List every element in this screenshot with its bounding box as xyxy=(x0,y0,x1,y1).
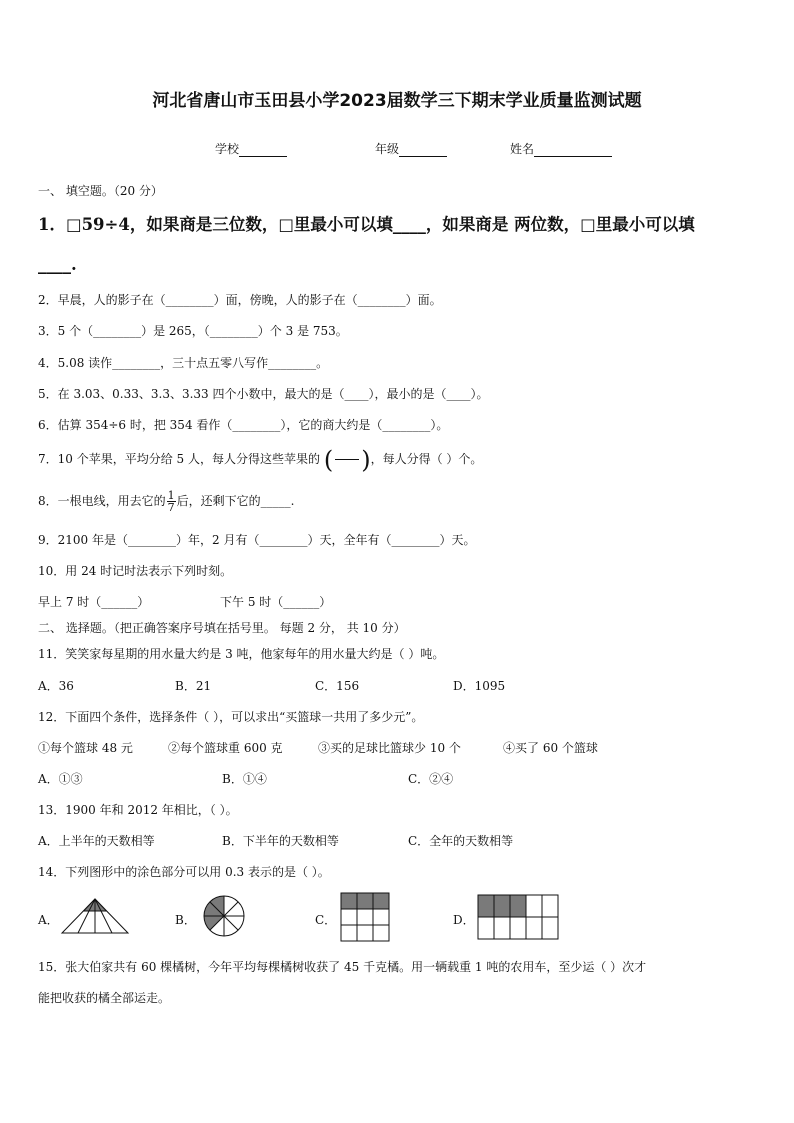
question-11-option-d[interactable]: D．1095 xyxy=(453,679,506,693)
question-10-stem: 10．用 24 时记时法表示下列时刻。 xyxy=(38,564,233,578)
question-5: 5．在 3.03、0.33、3.3、3.33 四个小数中，最大的是（____），最小的是（____）。 xyxy=(38,387,489,401)
figure-b-circle xyxy=(200,894,248,938)
question-11-option-c[interactable]: C．156 xyxy=(315,679,360,693)
fraction-blank-left-paren: ( xyxy=(323,445,334,474)
question-10-a: 早上 7 时（______） xyxy=(38,595,150,609)
question-7 xyxy=(38,445,483,474)
question-13-option-a[interactable]: A．上半年的天数相等 xyxy=(38,834,155,848)
question-12-option-c[interactable]: C．②④ xyxy=(408,772,454,786)
grade-label: 年级 xyxy=(375,142,400,156)
question-12-condition-2: ②每个篮球重 600 克 xyxy=(168,741,283,755)
question-1-line1: 1．□59÷4，如果商是三位数，□里最小可以填____，如果商是 两位数，□里最小可以填 xyxy=(38,215,695,234)
question-14-option-a[interactable]: A． xyxy=(38,913,59,927)
grade-blank[interactable] xyxy=(399,144,447,157)
question-7-after: ，每人分得（ ）个。 xyxy=(370,452,483,466)
school-field xyxy=(215,140,287,157)
question-15-line1: 15．张大伯家共有 60 棵橘树，今年平均每棵橘树收获了 45 千克橘。用一辆载重 1 吨的农用车，至少运（ ）次才 xyxy=(38,960,647,974)
question-14-option-c[interactable]: C． xyxy=(315,913,337,927)
grade-field xyxy=(375,140,447,157)
question-4: 4．5.08 读作________，三十点五零八写作________。 xyxy=(38,356,329,370)
question-13-option-b[interactable]: B．下半年的天数相等 xyxy=(222,834,339,848)
question-13-option-c[interactable]: C．全年的天数相等 xyxy=(408,834,514,848)
name-field xyxy=(510,140,612,157)
question-11-stem: 11．笑笑家每星期的用水量大约是 3 吨，他家每年的用水量大约是（ ）吨。 xyxy=(38,647,445,661)
fraction-numerator: 1 xyxy=(167,489,175,502)
question-8-before: 8．一根电线，用去它的 xyxy=(38,494,166,508)
question-12-stem: 12．下面四个条件，选择条件（ ），可以求出“买篮球一共用了多少元”。 xyxy=(38,710,424,724)
question-9: 9．2100 年是（________）年，2 月有（________）天，全年有（________）天。 xyxy=(38,533,476,547)
name-blank[interactable] xyxy=(534,144,612,157)
question-10-b: 下午 5 时（______） xyxy=(220,595,332,609)
question-3: 3．5 个（________）是 265，（________）个 3 是 753。 xyxy=(38,324,348,338)
figure-c-grid xyxy=(340,892,392,944)
question-13-stem: 13．1900 年和 2012 年相比，（ ）。 xyxy=(38,803,238,817)
question-12-condition-3: ③买的足球比篮球少 10 个 xyxy=(318,741,461,755)
question-14-option-b[interactable]: B． xyxy=(175,913,196,927)
question-12-option-a[interactable]: A．①③ xyxy=(38,772,83,786)
section-1-heading: 一、 填空题。（20 分） xyxy=(38,184,163,198)
question-12-condition-1: ①每个篮球 48 元 xyxy=(38,741,133,755)
question-14-option-d[interactable]: D． xyxy=(453,913,475,927)
question-8 xyxy=(38,490,294,513)
question-12-option-b[interactable]: B．①④ xyxy=(222,772,267,786)
figure-a-triangle xyxy=(60,896,132,936)
question-7-before: 7．10 个苹果，平均分给 5 人，每人分得这些苹果的 xyxy=(38,452,320,466)
question-8-after: 后，还剩下它的_____. xyxy=(176,494,295,508)
question-2: 2．早晨，人的影子在（________）面，傍晚，人的影子在（________）面。 xyxy=(38,293,442,307)
school-blank[interactable] xyxy=(239,144,287,157)
figure-d-grid xyxy=(477,894,561,942)
fraction-one-seventh xyxy=(167,490,176,513)
fraction-denominator: 7 xyxy=(167,501,175,514)
question-14-stem: 14．下列图形中的涂色部分可以用 0.3 表示的是（ ）。 xyxy=(38,865,330,879)
school-label: 学校 xyxy=(215,142,240,156)
question-1-line2: ____. xyxy=(38,255,77,274)
section-2-heading: 二、 选择题。（把正确答案序号填在括号里。 每题 2 分， 共 10 分） xyxy=(38,621,406,635)
fraction-blank-right-paren: ) xyxy=(361,445,371,474)
question-11-option-a[interactable]: A．36 xyxy=(38,679,74,693)
question-6: 6．估算 354÷6 时，把 354 看作（________），它的商大约是（________）。 xyxy=(38,418,449,432)
question-11-option-b[interactable]: B．21 xyxy=(175,679,212,693)
question-15-line2: 能把收获的橘全部运走。 xyxy=(38,991,171,1005)
name-label: 姓名 xyxy=(510,142,535,156)
page-title: 河北省唐山市玉田县小学2023届数学三下期末学业质量监测试题 xyxy=(152,91,642,111)
question-12-condition-4: ④买了 60 个篮球 xyxy=(503,741,598,755)
fraction-blank[interactable] xyxy=(335,459,359,460)
